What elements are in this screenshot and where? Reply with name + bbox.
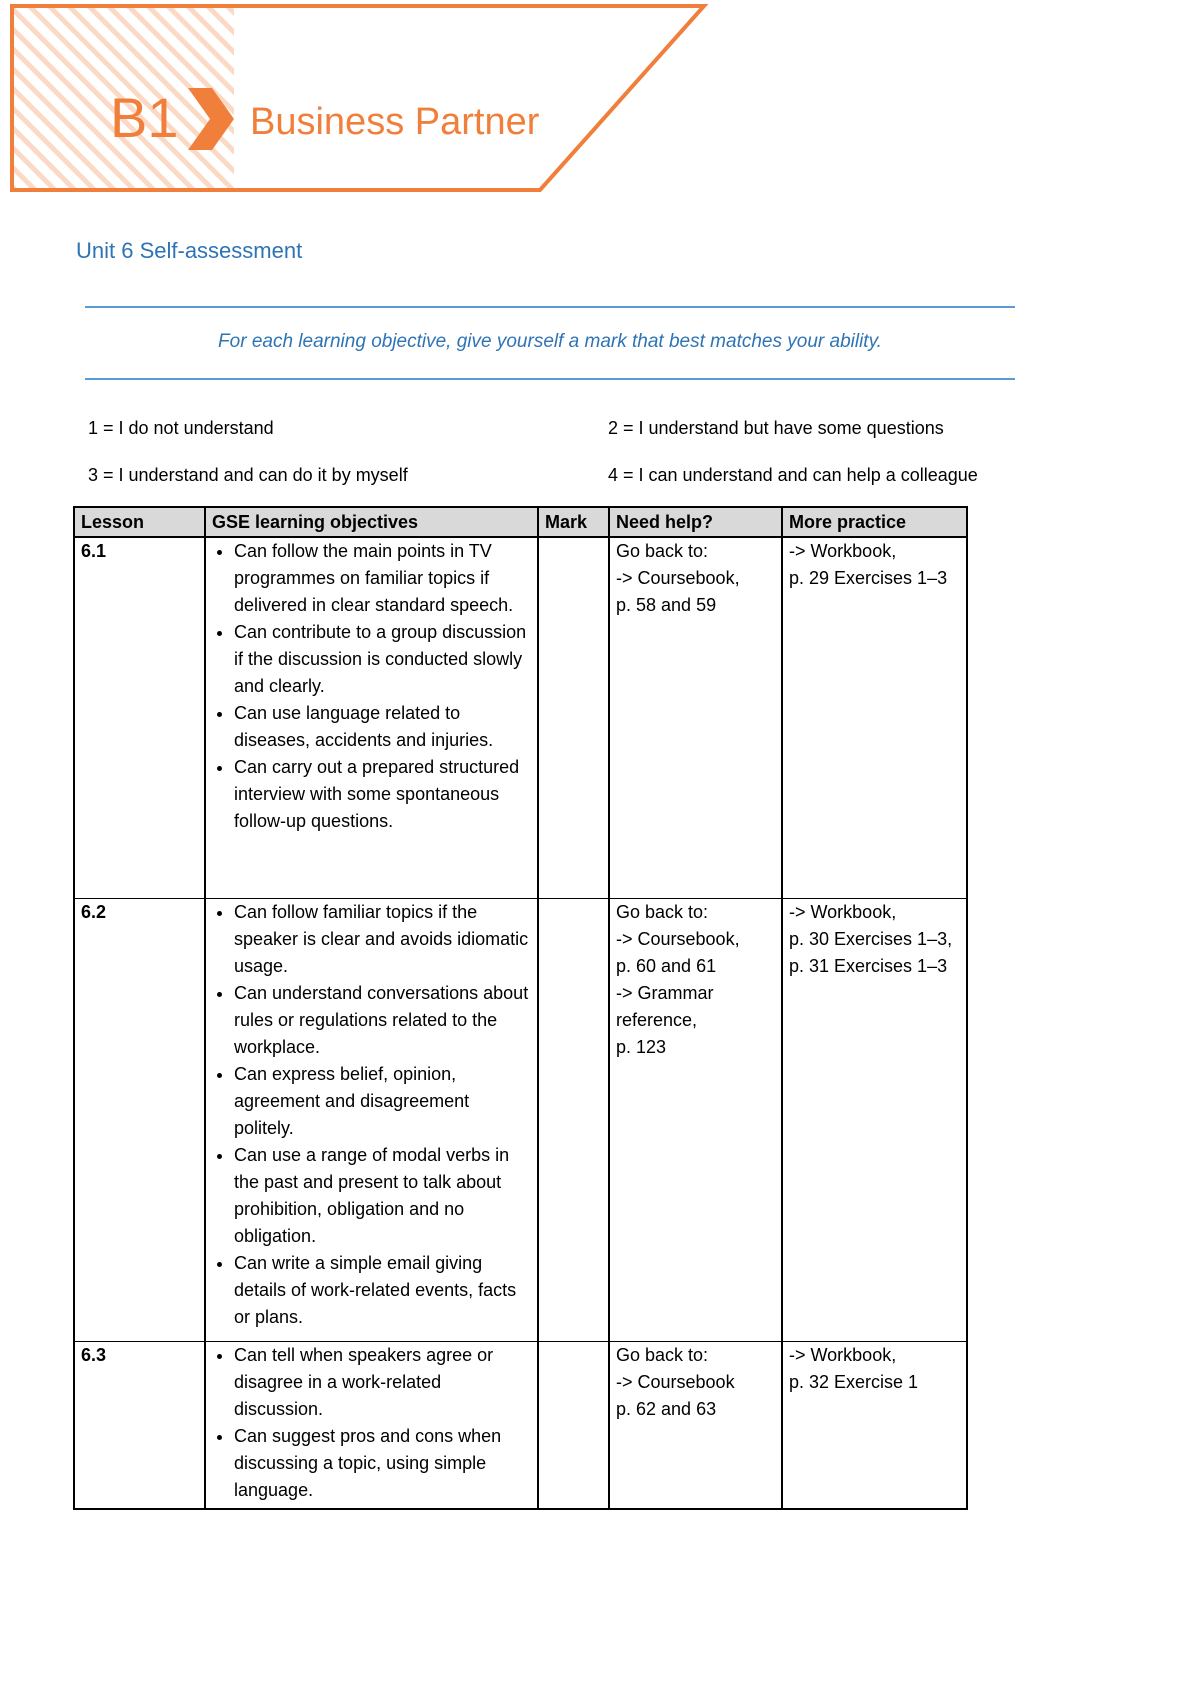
- header-lesson: Lesson: [74, 507, 205, 537]
- instruction-text: For each learning objective, give yourself a mark that best matches your ability.: [218, 331, 882, 352]
- more-practice-line: -> Workbook,: [789, 541, 897, 561]
- more-practice-line: p. 29 Exercises 1–3: [789, 568, 948, 588]
- objectives-cell: [205, 1341, 538, 1509]
- need-help-line: -> Coursebook,: [616, 568, 740, 588]
- objective-item: • Can suggest pros and cons when discussing a topic, using simple language.: [234, 1423, 531, 1504]
- objective-item: • Can express belief, opinion, agreement and disagreement politely.: [234, 1061, 531, 1142]
- objective-item: • Can contribute to a group discussion if the discussion is conducted slowly and clearly.: [234, 619, 531, 700]
- objective-item: • Can follow familiar topics if the speaker is clear and avoids idiomatic usage.: [234, 899, 531, 980]
- table-row: [74, 898, 967, 1341]
- objectives-list: [212, 899, 531, 1331]
- scale-item-4: 4 = I can understand and can help a colleague: [608, 465, 978, 485]
- objective-item: • Can tell when speakers agree or disagree in a work-related discussion.: [234, 1342, 531, 1423]
- more-practice-line: p. 32 Exercise 1: [789, 1371, 919, 1392]
- more-practice-cell: [782, 1341, 967, 1509]
- objective-item: • Can use a range of modal verbs in the past and present to talk about prohibition, obligation and no obligation.: [234, 1142, 531, 1250]
- logo-product: Business Partner: [250, 101, 540, 143]
- more-practice-line: -> Workbook,: [789, 1344, 897, 1365]
- mark-cell[interactable]: [538, 898, 609, 1341]
- header-objectives: GSE learning objectives: [205, 507, 538, 537]
- more-practice-cell: [782, 898, 967, 1341]
- need-help-line: p. 123: [616, 1036, 667, 1057]
- lesson-cell: 6.2: [74, 898, 205, 1341]
- need-help-line: -> Coursebook: [616, 1371, 735, 1392]
- need-help-line: p. 60 and 61: [616, 955, 717, 976]
- table-row: [74, 1341, 967, 1509]
- objectives-list: [212, 1342, 531, 1504]
- objective-item: • Can write a simple email giving details of work-related events, facts or plans.: [234, 1250, 531, 1331]
- need-help-cell: [609, 898, 782, 1341]
- need-help-line: p. 62 and 63: [616, 1398, 717, 1419]
- scale-item-1: 1 = I do not understand: [88, 418, 274, 438]
- objectives-cell: [205, 537, 538, 898]
- header-banner: [0, 0, 720, 200]
- page-title: Unit 6 Self-assessment: [76, 238, 303, 263]
- header-more-practice: More practice: [782, 507, 967, 537]
- lesson-cell: 6.3: [74, 1341, 205, 1509]
- need-help-cell: [609, 537, 782, 898]
- objectives-cell: [205, 898, 538, 1341]
- objectives-list: [212, 538, 531, 835]
- need-help-line: Go back to:: [616, 901, 709, 922]
- self-assessment-table: [73, 506, 968, 1510]
- objective-item: • Can use language related to diseases, accidents and injuries.: [234, 700, 531, 754]
- lesson-cell: 6.1: [74, 537, 205, 898]
- more-practice-line: p. 30 Exercises 1–3, p. 31 Exercises 1–3: [789, 928, 953, 976]
- need-help-cell: [609, 1341, 782, 1509]
- need-help-line: Go back to:: [616, 541, 709, 561]
- header-mark: Mark: [538, 507, 609, 537]
- need-help-line: Go back to:: [616, 1344, 709, 1365]
- more-practice-line: -> Workbook,: [789, 901, 897, 922]
- mark-cell[interactable]: [538, 1341, 609, 1509]
- need-help-line: p. 58 and 59: [616, 595, 717, 615]
- divider-bottom: [85, 378, 1015, 380]
- mark-cell[interactable]: [538, 537, 609, 898]
- objective-item: • Can follow the main points in TV programmes on familiar topics if delivered in clear standard speech.: [234, 538, 531, 619]
- need-help-line: -> Grammar reference,: [616, 982, 714, 1030]
- table-header-row: [74, 507, 967, 537]
- objective-item: • Can understand conversations about rules or regulations related to the workplace.: [234, 980, 531, 1061]
- logo-level: B1: [110, 86, 179, 149]
- divider-top: [85, 306, 1015, 308]
- scale-item-3: 3 = I understand and can do it by myself: [88, 465, 408, 485]
- more-practice-cell: [782, 537, 967, 898]
- objective-item: • Can carry out a prepared structured interview with some spontaneous follow-up questions.: [234, 754, 531, 835]
- need-help-line: -> Coursebook,: [616, 928, 740, 949]
- table-row: [74, 537, 967, 898]
- scale-item-2: 2 = I understand but have some questions: [608, 418, 944, 438]
- header-need-help: Need help?: [609, 507, 782, 537]
